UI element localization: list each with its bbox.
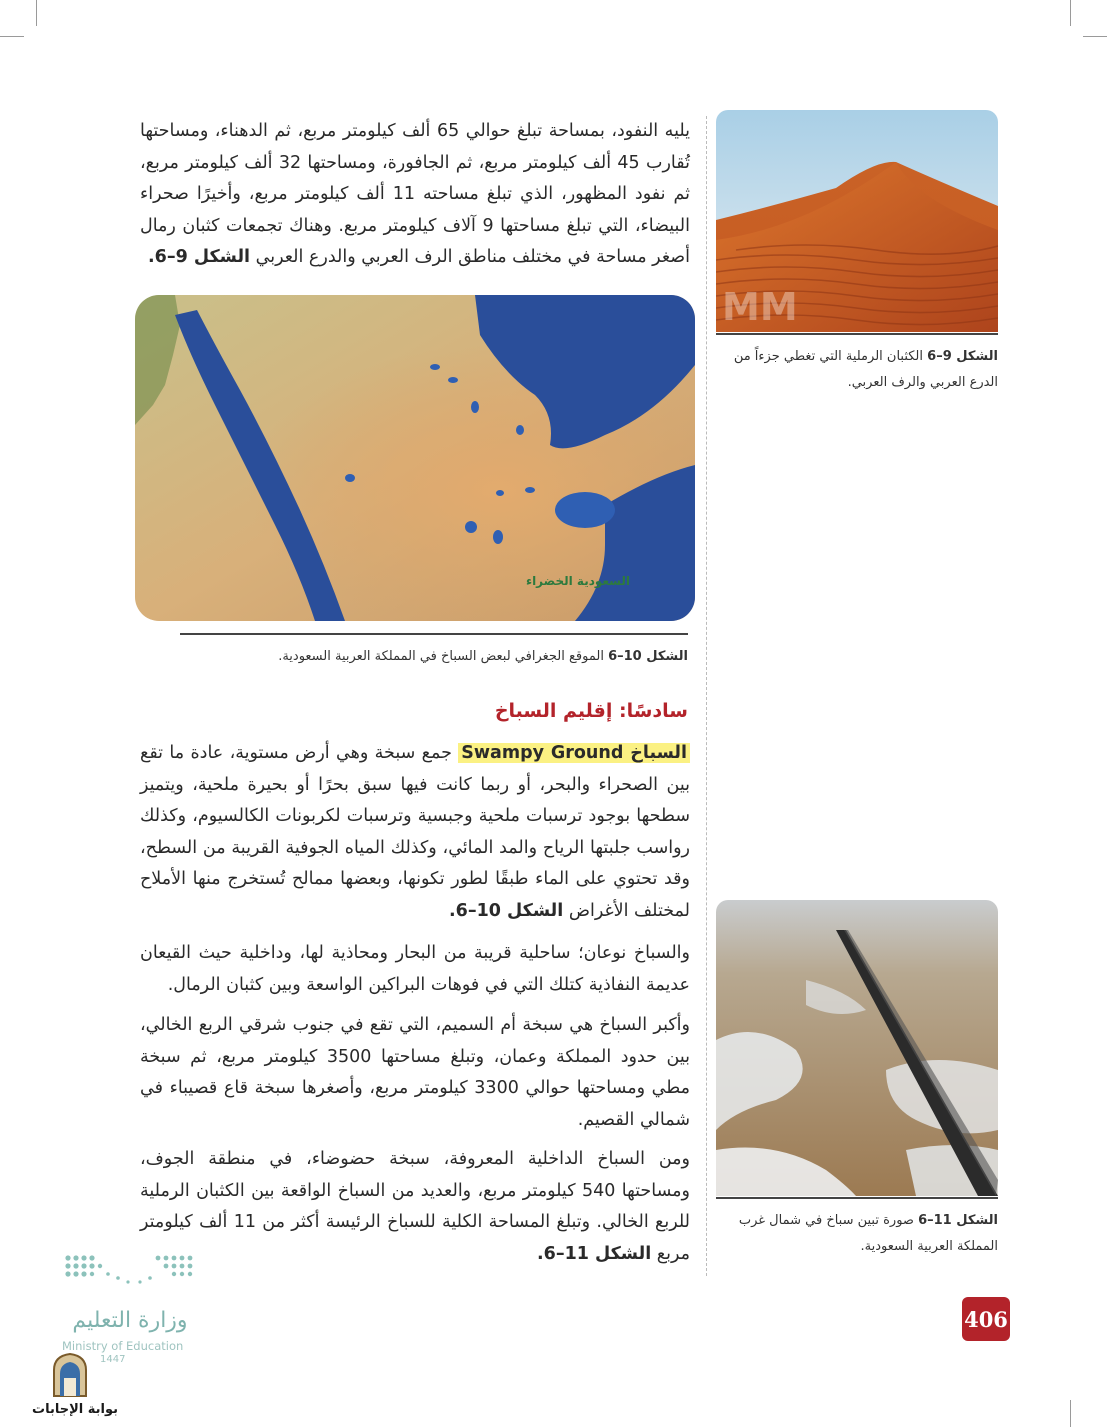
fig11-label: الشكل 11–6 (918, 1213, 998, 1228)
portal-logo-icon (50, 1352, 90, 1398)
map-watermark: السعودية الخضراء (525, 574, 630, 588)
fig11-caption (712, 1208, 998, 1260)
svg-text:MM: MM (722, 285, 798, 329)
sabkha-types-paragraph: والسباخ نوعان؛ ساحلية قريبة من البحار ومحاذية لها، وداخلية حيث القيعان عديمة النفاذية كتلك التي في فوهات البراكين الواسعة وبين كثبان الرمال. (140, 943, 690, 995)
column-divider (706, 116, 707, 1276)
largest-sabkha-paragraph: وأكبر السباخ هي سبخة أم السميم، التي تقع في جنوب شرقي الربع الخالي، بين حدود المملكة وعمان، وتبلغ مساحتها 3500 كيلومتر مربع، ثم سبخة مطي ومساحتها حوالي 3300 كيلومتر مربع، وأصغرها سبخة قاع قصيباء في شمالي القصيم. (140, 1015, 691, 1130)
page-number: 406 (962, 1297, 1010, 1341)
fig9-caption (712, 344, 998, 396)
p1-text: جمع سبخة وهي أرض مستوية، عادة ما تقع بين الصحراء والبحر، أو ربما كانت فيها سبق بحرًا أو بحيرة ملحية، ويتميز سطحها بوجود ترسبات ملحية وجبسية وترسبات لكربونات الكالسيوم، وكذلك رواسب جلبتها الرياح والمد المائي، وكذلك المياه الجوفية القريبة من السطح، وقد تحتوي على الماء طبقًا لطور تكونها، وبعضها ممالح تُستخرج منها الأملاح لمختلف الأغراض (140, 743, 690, 921)
fig10-text: الموقع الجغرافي لبعض السباخ في المملكة العربية السعودية. (278, 649, 604, 664)
sabkha-definition-paragraph (140, 738, 690, 927)
crop-mark (36, 0, 37, 26)
ministry-name-ar: وزارة التعليم (72, 1308, 188, 1333)
fig10-caption (180, 644, 688, 670)
ministry-logo-dots (62, 1252, 198, 1296)
figure-ref-9: الشكل 9–6. (147, 247, 251, 267)
crop-mark (1070, 1400, 1071, 1427)
fig9-text: الكثبان الرملية التي تغطي جزءاً من الدرع العربي والرف العربي. (733, 349, 998, 390)
fig9-label: الشكل 9–6 (927, 349, 998, 364)
fig11-text: صورة تبين سباخ في شمال غرب المملكة العربية السعودية. (738, 1213, 998, 1254)
fig10-caption-rule (180, 633, 688, 635)
aerial-sabkha-photo (716, 900, 998, 1196)
ministry-year: 1447 (100, 1354, 126, 1365)
crop-mark (0, 36, 24, 37)
sand-dunes-photo (716, 110, 998, 332)
section-title: سادسًا: إقليم السباخ (494, 700, 688, 722)
p4-text: ومن السباخ الداخلية المعروفة، سبخة حضوضاء، في منطقة الجوف، ومساحتها 540 كيلومتر مربع، والعديد من السباخ الواقعة بين الكثبان الرملية للربع الخالي. وتبلغ المساحة الكلية للسباخ الرئيسة أكثر من 11 ألف كيلومتر مربع (140, 1149, 691, 1264)
fig9-caption-rule (716, 333, 998, 335)
ministry-name-en: Ministry of Education (62, 1339, 184, 1353)
highlighted-term: السباخ Swampy Ground (458, 743, 690, 763)
crop-mark (1083, 36, 1107, 37)
sabkha-map (135, 295, 695, 621)
inland-sabkha-paragraph (140, 1144, 690, 1270)
intro-text: يليه النفود، بمساحة تبلغ حوالي 65 ألف كيلومتر مربع، ثم الدهناء، ومساحتها تُقارب 45 ألف كيلومتر مربع، ثم الجافورة، ومساحتها 32 ألف كيلومتر مربع، ثم نفود المظهور، الذي تبلغ مساحته 11 ألف كيلومتر مربع، وأخيرًا صحراء البيضاء، التي تبلغ مساحتها 9 آلاف كيلومتر مربع. وهناك تجمعات كثبان رمال أصغر مساحة في مختلف مناطق الرف العربي والدرع العربي (140, 121, 691, 267)
intro-paragraph (140, 116, 690, 274)
fig11-caption-rule (716, 1197, 998, 1199)
figure-ref-10: الشكل 10–6. (449, 900, 564, 921)
fig10-label: الشكل 10–6 (608, 649, 688, 664)
figure-ref-11: الشكل 11–6. (536, 1243, 652, 1264)
portal-name: بوابة الإجابات (32, 1402, 118, 1417)
crop-mark (1070, 0, 1071, 26)
